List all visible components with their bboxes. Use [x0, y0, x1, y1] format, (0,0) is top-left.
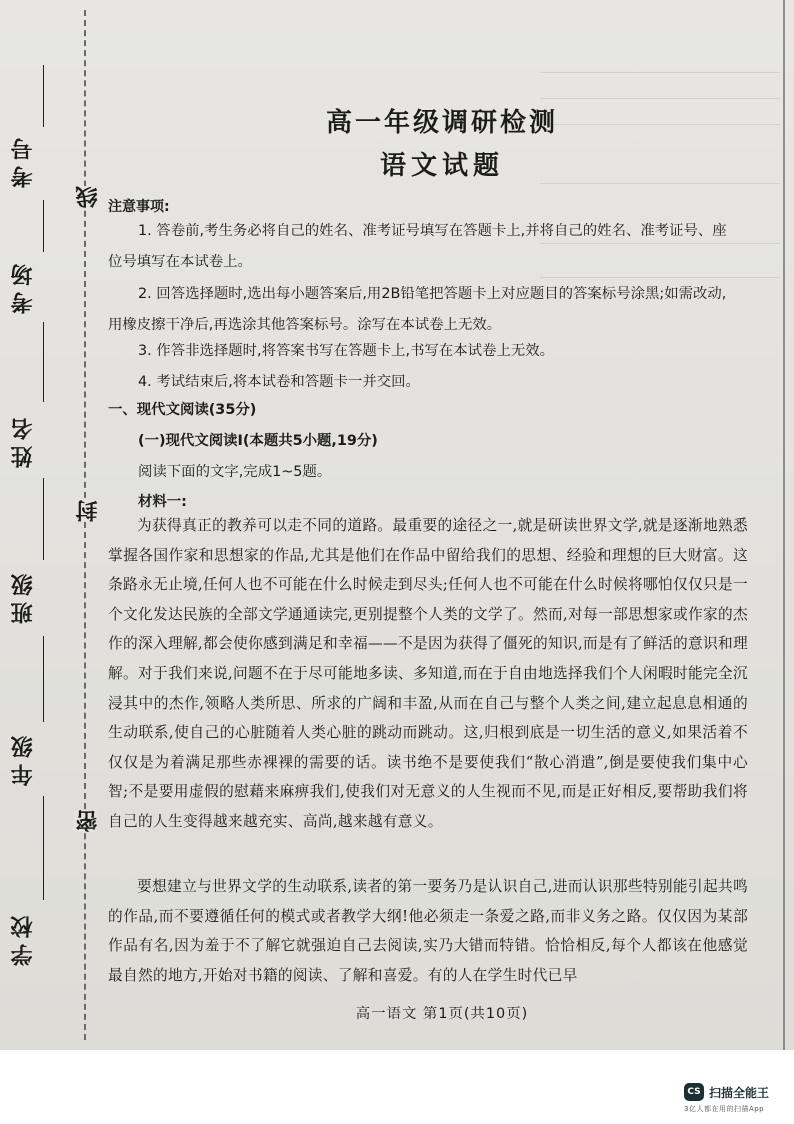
- section-subheading: (一)现代文阅读Ⅰ(本题共5小题,19分): [138, 433, 378, 449]
- fill-line: [43, 322, 44, 402]
- label-exam-number: 考号: [11, 132, 36, 188]
- binding-dashed-line: [84, 10, 86, 1040]
- fill-line: [43, 796, 44, 900]
- seal-word-secret: 密: [73, 810, 97, 832]
- fill-line: [43, 65, 44, 127]
- note-item: 4. 考试结束后,将本试卷和答题卡一并交回。: [138, 374, 420, 390]
- label-grade: 年级: [11, 730, 36, 786]
- scanner-app-name: 扫描全能王: [709, 1085, 770, 1100]
- exam-title: 高一年级调研检测: [325, 108, 558, 138]
- page-footer: 高一语文 第1页(共10页): [355, 1006, 529, 1022]
- fill-line: [43, 200, 44, 252]
- section-instruction: 阅读下面的文字,完成1~5题。: [138, 464, 332, 480]
- fill-line: [43, 636, 44, 722]
- label-class: 班级: [11, 568, 36, 624]
- label-exam-room: 考场: [11, 258, 36, 314]
- section-heading: 一、现代文阅读(35分): [108, 402, 257, 418]
- seal-word-seal: 封: [73, 500, 97, 522]
- scanner-tagline: 3亿人都在用的扫描App: [684, 1105, 765, 1113]
- passage-paragraph: 为获得真正的教养可以走不同的道路。最重要的途径之一,就是研读世界文学,就是逐渐地熟悉掌握各国作家和思想家的作品,尤其是他们在作品中留给我们的思想、经验和理想的巨大财富。这条路永无止境,任何人也不可能在什么时候走到尽头;任何人也不可能在什么时候将哪怕仅仅只是一个文化发达民族的全部文学通通读完,更别提整个人类的文学了。然而,对每一部思想家或作家的杰作的深入理解,都会使你感到满足和幸福——不是因为获得了僵死的知识,而是有了鲜活的意识和理解。对于我们来说,问题不在于尽可能地多读、多知道,而在于自由地选择我们个人闲暇时能完全沉浸其中的杰作,领略人类所思、所求的广阔和丰盈,从而在自己与整个人类之间,建立起息息相通的生动联系,使自己的心脏随着人类心脏的跳动而跳动。这,归根到底是一切生活的意义,如果活着不仅仅是为着满足那些赤裸裸的需要的话。读书绝不是要使我们“散心消遣”,倒是要使我们集中心智;不是要用虚假的慰藉来麻痹我们,使我们对无意义的人生视而不见,而是正好相反,要帮助我们将自己的人生变得越来越充实、高尚,越来越有意义。: [108, 517, 748, 830]
- note-item: 3. 作答非选择题时,将答案书写在答题卡上,书写在本试卷上无效。: [138, 343, 555, 359]
- camscanner-logo-icon: CS: [684, 1083, 704, 1101]
- scanner-watermark: [684, 1079, 769, 1105]
- seal-word-line: 线: [73, 186, 97, 208]
- material-label: 材料一:: [138, 494, 187, 510]
- note-item: 1. 答卷前,考生务必将自己的姓名、准考证号填写在答题卡上,并将自己的姓名、准考证号、座位号填写在本试卷上。: [108, 223, 727, 270]
- exam-subtitle: 语文试题: [379, 151, 504, 181]
- page-edge-line: [783, 0, 785, 1050]
- note-item: 2. 回答选择题时,选出每小题答案后,用2B铅笔把答题卡上对应题目的答案标号涂黑;如需改动,用橡皮擦干净后,再选涂其他答案标号。涂写在本试卷上无效。: [108, 286, 727, 333]
- label-name: 姓名: [11, 412, 36, 468]
- show-through-line: [540, 72, 780, 83]
- fill-line: [43, 478, 44, 560]
- label-school: 学校: [11, 910, 36, 966]
- passage-paragraph: 要想建立与世界文学的生动联系,读者的第一要务乃是认识自己,进而认识那些特别能引起共鸣的作品,而不要遵循任何的模式或者教学大纲!他必须走一条爱之路,而非义务之路。仅仅因为某部作品有名,因为羞于不了解它就强迫自己去阅读,实乃大错而特错。恰恰相反,每个人都该在他感觉最自然的地方,开始对书籍的阅读、了解和喜爱。有的人在学生时代已早: [108, 878, 748, 984]
- notes-heading: 注意事项:: [108, 199, 170, 215]
- binding-margin: [0, 0, 100, 1050]
- show-through-line: [540, 183, 780, 194]
